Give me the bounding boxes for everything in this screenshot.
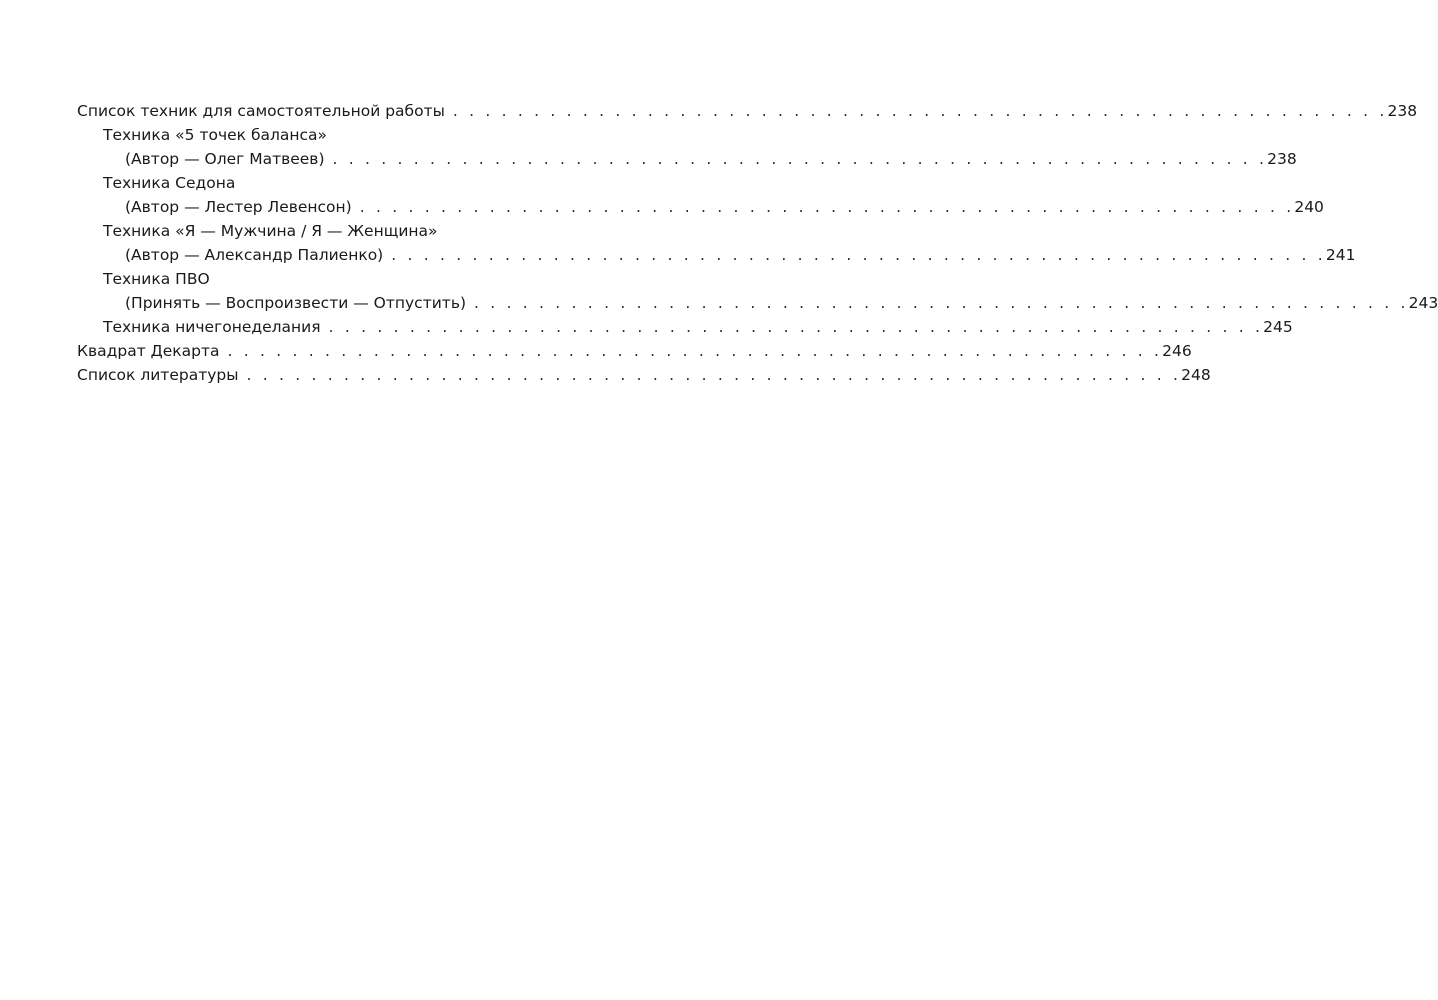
toc-leader-dots: . . . . . . . . . . . . . . . . . . . . . . . . . . . . . . . . . . . . . . . . . . . . . . . . . . . . . . . . . . — [391, 246, 1326, 264]
toc-leader-dots: . . . . . . . . . . . . . . . . . . . . . . . . . . . . . . . . . . . . . . . . . . . . . . . . . . . . . . . . . . — [328, 318, 1264, 336]
toc-entry — [77, 243, 1356, 267]
toc-page-number: 238 — [1267, 150, 1297, 168]
toc-entry-title: Техника Седона — [103, 174, 236, 192]
toc-leader-dots: . . . . . . . . . . . . . . . . . . . . . . . . . . . . . . . . . . . . . . . . . . . . . . . . . . . . . . . . . . — [332, 150, 1268, 168]
toc-entry-title: (Автор — Александр Палиенко) — [125, 246, 384, 264]
toc-entry — [77, 339, 1192, 363]
toc-page-number: 240 — [1294, 198, 1324, 216]
toc-entry — [77, 363, 1211, 387]
toc-page-number: 241 — [1325, 246, 1356, 264]
toc-entry — [77, 267, 507, 291]
toc-leader-dots: . . . . . . . . . . . . . . . . . . . . . . . . . . . . . . . . . . . . . . . . . . . . . . . . . . . . . . . . . . — [452, 102, 1388, 120]
toc-leader-dots: . . . . . . . . . . . . . . . . . . . . . . . . . . . . . . . . . . . . . . . . . . . . . . . . . . . . . . . . . . — [246, 366, 1182, 384]
toc-entry — [77, 315, 1293, 339]
toc-entry — [77, 219, 507, 243]
toc-entry — [77, 171, 507, 195]
toc-entry-title: Техника «5 точек баланса» — [103, 126, 328, 144]
toc-entry — [77, 195, 1324, 219]
toc-entry-title: Техника ничегонеделания — [103, 318, 321, 336]
toc-page-number: 245 — [1263, 318, 1293, 336]
toc-entry-title: (Автор — Олег Матвеев) — [125, 150, 325, 168]
toc-page-number: 248 — [1181, 366, 1211, 384]
toc-entry — [77, 291, 1438, 315]
toc-entry-title: (Принять — Воспроизвести — Отпустить) — [125, 294, 467, 312]
toc-leader-dots: . . . . . . . . . . . . . . . . . . . . . . . . . . . . . . . . . . . . . . . . . . . . . . . . . . . . . . . . . . — [474, 294, 1409, 312]
toc-entry-title: Техника «Я — Мужчина / Я — Женщина» — [103, 222, 438, 240]
toc-entry-title: Список литературы — [77, 366, 239, 384]
toc-page-number: 238 — [1387, 102, 1418, 120]
toc-entry-title: Техника ПВО — [103, 270, 210, 288]
toc-page-number: 243 — [1408, 294, 1438, 312]
toc-entry-title: Список техник для самостоятельной работы — [77, 102, 445, 120]
table-of-contents — [77, 99, 1438, 387]
toc-leader-dots: . . . . . . . . . . . . . . . . . . . . . . . . . . . . . . . . . . . . . . . . . . . . . . . . . . . . . . . . . . — [227, 342, 1163, 360]
toc-entry — [77, 99, 1418, 123]
toc-entry — [77, 147, 1297, 171]
toc-leader-dots: . . . . . . . . . . . . . . . . . . . . . . . . . . . . . . . . . . . . . . . . . . . . . . . . . . . . . . . . . . — [359, 198, 1295, 216]
toc-entry — [77, 123, 507, 147]
toc-entry-title: Квадрат Декарта — [77, 342, 220, 360]
toc-page-number: 246 — [1162, 342, 1192, 360]
toc-entry-title: (Автор — Лестер Левенсон) — [125, 198, 352, 216]
